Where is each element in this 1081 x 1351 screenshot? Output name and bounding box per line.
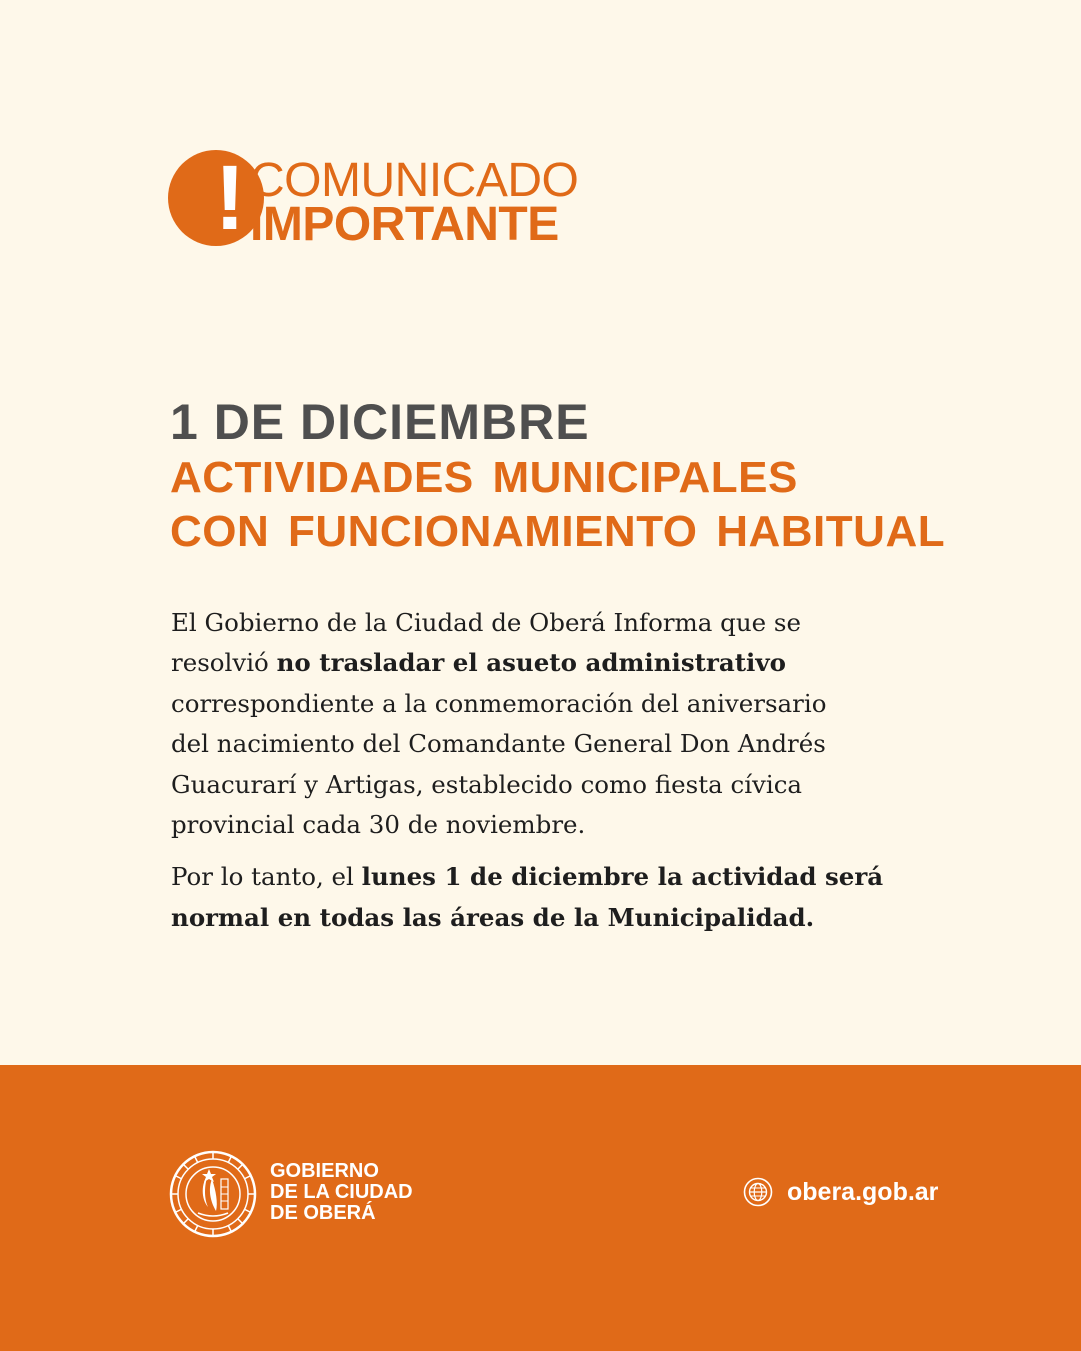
paragraph-1 [171,603,871,845]
badge-title-line2: IMPORTANTE [250,198,559,251]
body-line: El Gobierno de la Ciudad de Oberá Informa que se [171,608,801,637]
website-url[interactable]: obera.gob.ar [787,1177,939,1206]
badge-title-line1: COMUNICADO [250,154,579,207]
body-text-bold: lunes 1 de diciembre la actividad será [361,862,884,892]
subtitle-line1: ACTIVIDADES MUNICIPALES [170,453,798,502]
subtitle-line2: CON FUNCIONAMIENTO HABITUAL [170,507,946,556]
body-line [171,857,884,897]
exclamation-icon: ! [214,147,246,249]
organization-name [270,1161,413,1224]
body-text-normal: Por lo tanto, el [171,862,362,892]
date-title: 1 DE DICIEMBRE [170,394,590,450]
body-line [171,898,871,938]
body-line: correspondiente a la conmemoración del aniversario [171,688,827,718]
website-link[interactable] [743,1175,938,1209]
body-line: del nacimiento del Comandante General Don Andrés [171,729,826,759]
globe-icon [743,1177,773,1207]
footer-bar [0,1065,1081,1351]
body-line: provincial cada 30 de noviembre. [171,810,586,840]
body-line: Guacurarí y Artigas, establecido como fiesta cívica [171,769,803,799]
org-name-line2: DE LA CIUDAD [270,1181,413,1203]
body-text-bold: normal en todas las áreas de la Municipalidad. [171,902,815,932]
paragraph-2 [171,857,884,938]
org-name-line3: DE OBERÁ [270,1202,376,1224]
org-name-line1: GOBIERNO [270,1160,379,1182]
body-text [171,603,884,950]
body-line [171,643,871,683]
municipal-seal-icon [168,1149,258,1239]
body-text-normal: resolvió [171,648,277,678]
comunicado-badge [168,147,608,251]
body-text-bold: no trasladar el asueto administrativo [276,648,786,678]
